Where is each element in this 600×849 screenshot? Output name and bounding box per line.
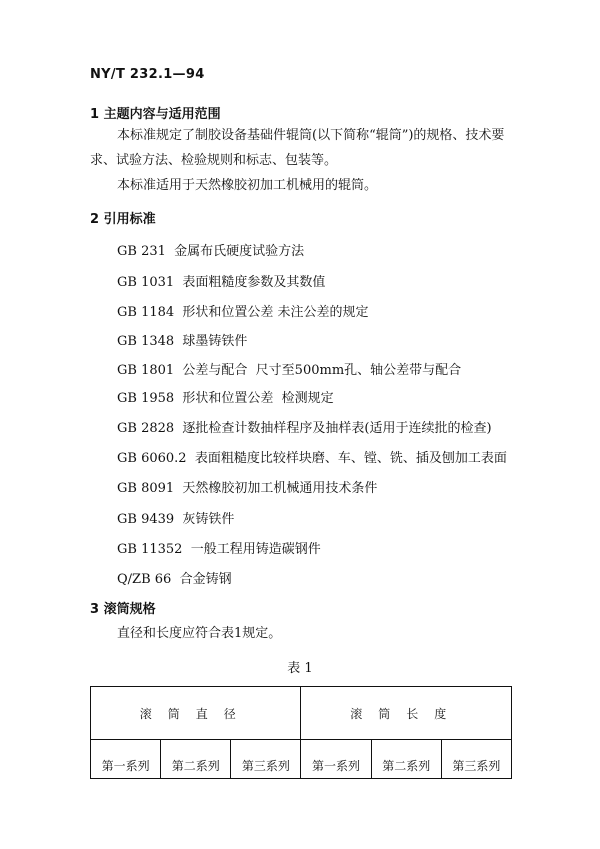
roller-spec-table bbox=[90, 686, 512, 779]
table-caption: 表 1 bbox=[287, 661, 313, 676]
length-group-header: 滚筒长度 bbox=[301, 687, 512, 740]
table-series-header-row bbox=[91, 740, 512, 779]
section-1-heading: 1 主题内容与适用范围 bbox=[90, 107, 221, 122]
series-header-cell: 第一系列 bbox=[91, 740, 161, 779]
section-3-heading: 3 滚筒规格 bbox=[90, 602, 156, 617]
series-header-cell: 第二系列 bbox=[161, 740, 231, 779]
series-header-cell: 第一系列 bbox=[301, 740, 371, 779]
reference-standard-item: GB 6060.2 表面粗糙度比较样块磨、车、镗、铣、插及刨加工表面 bbox=[117, 451, 507, 466]
reference-standard-item: GB 9439 灰铸铁件 bbox=[117, 512, 235, 527]
reference-standard-item: GB 2828 逐批检查计数抽样程序及抽样表(适用于连续批的检查) bbox=[117, 421, 492, 436]
reference-standard-item: GB 1348 球墨铸铁件 bbox=[117, 334, 248, 349]
diameter-group-header: 滚筒直径 bbox=[91, 687, 301, 740]
reference-standard-item: GB 8091 天然橡胶初加工机械通用技术条件 bbox=[117, 481, 378, 496]
reference-standard-item: GB 1184 形状和位置公差 未注公差的规定 bbox=[117, 305, 369, 320]
reference-standard-item: Q/ZB 66 合金铸钢 bbox=[117, 572, 232, 587]
section-1-paragraph-2: 本标准适用于天然橡胶初加工机械用的辊筒。 bbox=[117, 178, 378, 193]
section-1-paragraph-1: 本标准规定了制胶设备基础件辊筒(以下简称“辊筒”)的规格、技术要求、试验方法、检验规则和标志、包装等。 bbox=[90, 128, 505, 168]
series-header-cell: 第三系列 bbox=[441, 740, 511, 779]
document-code: NY/T 232.1—94 bbox=[90, 67, 205, 82]
reference-standard-item: GB 1801 公差与配合 尺寸至500mm孔、轴公差带与配合 bbox=[117, 363, 462, 378]
series-header-cell: 第二系列 bbox=[371, 740, 441, 779]
section-2-heading: 2 引用标准 bbox=[90, 212, 156, 227]
reference-standard-item: GB 11352 一般工程用铸造碳钢件 bbox=[117, 542, 321, 557]
series-header-cell: 第三系列 bbox=[231, 740, 301, 779]
reference-standard-item: GB 1031 表面粗糙度参数及其数值 bbox=[117, 275, 326, 290]
section-3-paragraph: 直径和长度应符合表1规定。 bbox=[117, 626, 282, 641]
table-group-header-row bbox=[91, 687, 512, 740]
reference-standard-item: GB 231 金属布氏硬度试验方法 bbox=[117, 244, 305, 259]
reference-standard-item: GB 1958 形状和位置公差 检测规定 bbox=[117, 391, 334, 406]
